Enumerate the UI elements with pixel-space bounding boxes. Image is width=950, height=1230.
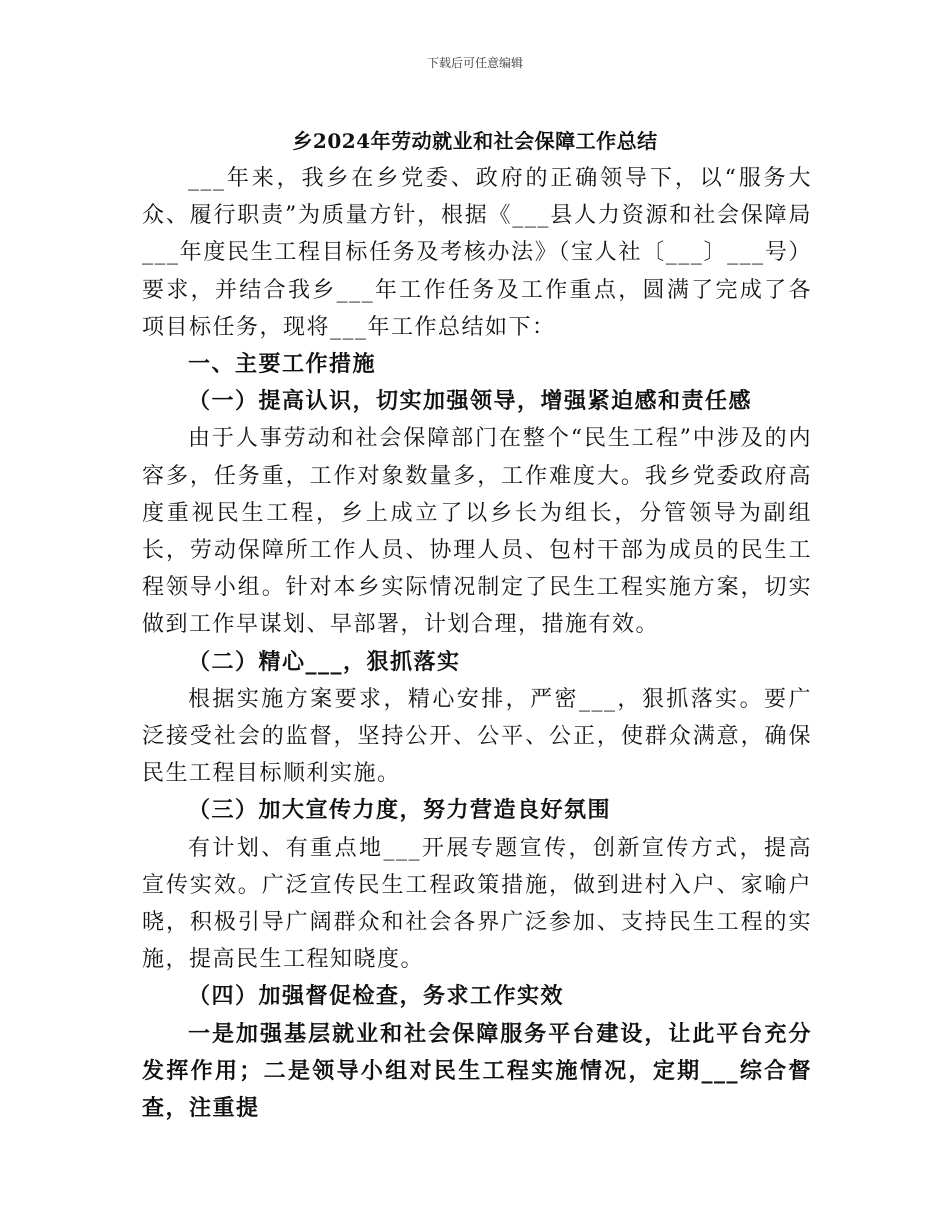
subsection-heading-2: （二）精心___，狠抓落实 [188,648,461,675]
page-header: 下载后可任意编辑 [426,56,523,70]
document-title: 乡2024年劳动就业和社会保障工作总结 [292,129,658,153]
subsection-heading-4: （四）加强督促检查，务求工作实效 [188,983,565,1010]
subsection-heading-3: （三）加大宣传力度，努力营造良好氛围 [188,797,612,824]
document-body [142,160,812,1127]
subsection-paragraph-4: 一是加强基层就业和社会保障服务平台建设，让此平台充分发挥作用；二是领导小组对民生工程实施情况，定期___综合督查，注重提 [142,1020,812,1122]
subsection-paragraph-1: 由于人事劳动和社会保障部门在整个“民生工程”中涉及的内容多，任务重，工作对象数量多，工作难度大。我乡党委政府高度重视民生工程，乡上成立了以乡长为组长，分管领导为副组长，劳动保障所工作人员、协理人员、包村干部为成员的民生工程领导小组。针对本乡实际情况制定了民生工程实施方案，切实做到工作早谋划、早部署，计划合理，措施有效。 [142,426,812,638]
intro-paragraph: ___年来，我乡在乡党委、政府的正确领导下，以“服务大众、履行职责”为质量方针，根据《___县人力资源和社会保障局___年度民生工程目标任务及考核办法》（宝人社〔___〕___号）要求，并结合我乡___年工作任务及工作重点，圆满了完成了各项目标任务，现将___年工作总结如下： [142,166,812,340]
subsection-paragraph-3: 有计划、有重点地___开展专题宣传，创新宣传方式，提高宣传实效。广泛宣传民生工程政策措施，做到进村入户、家喻户晓，积极引导广阔群众和社会各界广泛参加、支持民生工程的实施，提高民生工程知晓度。 [142,835,812,973]
subsection-heading-1: （一）提高认识，切实加强领导，增强紧迫感和责任感 [188,388,753,415]
section-heading-main-measures: 一、主要工作措施 [188,351,377,378]
subsection-paragraph-2: 根据实施方案要求，精心安排，严密___，狠抓落实。要广泛接受社会的监督，坚持公开、公平、公正，使群众满意，确保民生工程目标顺利实施。 [142,686,812,787]
